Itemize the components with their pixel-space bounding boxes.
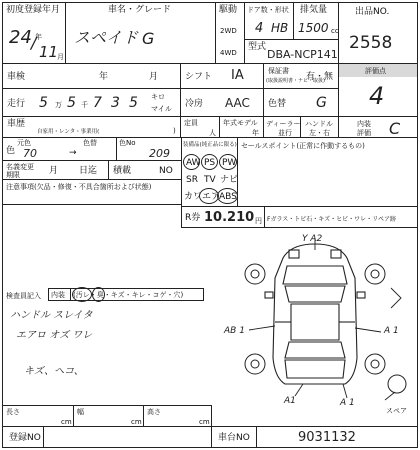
car-name-label: 車名・グレード: [108, 5, 172, 15]
warranty-yes-no[interactable]: 有・無: [306, 72, 334, 82]
shift-cell: [180, 63, 264, 89]
car-name-cell: [65, 2, 216, 64]
history-cell: [2, 116, 181, 138]
car-outline: [265, 244, 365, 384]
mileage-digit-1: 5: [39, 95, 48, 111]
headlamp-left: [289, 250, 299, 258]
sales-point-box: [237, 137, 418, 207]
drive-4wd[interactable]: 4WD: [220, 49, 237, 57]
warranty-sub: (取扱説明書・ナビ・取扱): [266, 78, 325, 84]
height-unit: cm: [199, 418, 210, 426]
circle-ps: [201, 154, 218, 170]
seats-label: 定員: [184, 119, 198, 127]
dealer-label: ディーラー: [266, 120, 301, 128]
equip-leather[interactable]: カワ: [184, 192, 203, 202]
warranty-cell: [263, 63, 339, 89]
reg-no-sep: [43, 427, 44, 448]
handle-cell: [300, 116, 339, 138]
mileage-sep-2: 千: [81, 101, 88, 109]
circle-dirty: [72, 287, 92, 302]
displacement-cell: [293, 2, 339, 40]
mileage-digit-2: 5: [67, 95, 76, 111]
dealer-sub: 並行: [278, 129, 292, 137]
equip-tv[interactable]: TV: [204, 175, 216, 185]
mileage-unit-km: キロ: [151, 93, 165, 101]
chassis-no-cell: [211, 426, 418, 448]
handle-label: ハンドル: [305, 120, 333, 128]
interior-sub: 評価: [357, 129, 371, 137]
dimensions-sep-1: [73, 406, 74, 427]
score-value: 4: [369, 82, 385, 110]
circle-abs: [217, 188, 238, 204]
color-divider: [116, 138, 117, 161]
mileage-label: 走行: [7, 99, 26, 109]
mileage-sep-1: 万: [55, 101, 62, 109]
circle-odor: [92, 287, 105, 302]
model-year-cell: [219, 116, 264, 138]
color-no-label: 色No: [119, 139, 136, 147]
mileage-digit-3: 7: [93, 95, 102, 111]
history-label: 車歴: [7, 119, 26, 129]
color-arrow: →: [69, 148, 77, 158]
mileage-digit-4: 3: [111, 95, 120, 111]
warranty-label: 保証書: [268, 67, 289, 75]
displacement-value: 1500: [298, 21, 329, 35]
car-roof: [291, 304, 339, 340]
model-label: 型式: [248, 42, 267, 52]
shift-label: シフト: [185, 72, 213, 82]
dimensions-sep-2: [143, 406, 144, 427]
drive-cell: [215, 2, 245, 64]
damage-tag-left: AB 1: [224, 326, 245, 336]
displacement-label: 排気量: [300, 5, 328, 15]
exhibit-no-cell: [338, 2, 418, 64]
equip-pw[interactable]: PW: [222, 158, 237, 168]
equip-ps[interactable]: PS: [204, 158, 216, 168]
shaken-year-unit: 年: [99, 72, 109, 82]
shaken-cell: [2, 63, 181, 89]
first-reg-year: 24: [9, 27, 32, 48]
reg-no-label: 登録NO: [9, 433, 41, 443]
ac-label: 冷房: [185, 99, 204, 109]
dealer-cell: [263, 116, 301, 138]
car-rear-window: [285, 342, 345, 358]
car-damage-diagram: [215, 228, 415, 406]
equip-sr[interactable]: SR: [186, 175, 198, 185]
equipment-title: 装備品(純正品に限る): [183, 142, 237, 148]
exhibit-no-value: 2558: [349, 33, 393, 53]
name-change-divider: [108, 161, 109, 180]
glass-cell: [264, 206, 418, 228]
shift-value: IA: [231, 68, 244, 83]
car-windshield: [285, 286, 345, 302]
loading-label: 積載: [113, 166, 132, 176]
score-label: 評価点: [365, 67, 386, 75]
recycle-value: 10.210: [204, 210, 255, 225]
spare-marker: [385, 392, 395, 400]
recycle-cell: [181, 206, 265, 228]
circle-aw: [183, 154, 200, 170]
damage-tag-bottom-right: A 1: [340, 398, 355, 408]
history-close: ): [173, 127, 176, 135]
chassis-no-sep: [256, 427, 257, 448]
model-year-label: 年式モデル: [223, 119, 258, 127]
first-reg-slash: /: [31, 33, 37, 52]
name-change-day: 日迄: [79, 166, 98, 176]
color-change-label: 色替: [268, 99, 287, 109]
inspector-note-2: エアロ オズ ワレ: [16, 330, 93, 341]
color-current-label: 色替: [83, 139, 97, 147]
inspector-options-list[interactable]: (汚レ・臭・キズ・キレ・コゲ・穴): [73, 291, 184, 299]
inspector-options-sep: [70, 289, 71, 301]
color-change-value: G: [316, 95, 327, 111]
handle-value[interactable]: 左・右: [309, 129, 330, 137]
color-row: [2, 137, 182, 161]
wheel-fl: [245, 264, 265, 284]
first-reg-label: 初度登録年月: [6, 5, 61, 15]
glass-label: Fガラス・トビ石・キズ・ヒビ・ワレ・リペア跡: [267, 216, 397, 223]
first-reg-unit-year: 年: [35, 33, 42, 41]
doors-cell: [244, 2, 294, 40]
history-options[interactable]: 自家用・レンタ・事業用(: [37, 129, 100, 135]
first-reg-month: 11: [39, 43, 59, 61]
mirror-left: [265, 292, 273, 298]
first-reg-unit-month: 月: [57, 53, 64, 61]
caution-box: [2, 179, 182, 205]
seats-cell: [180, 116, 220, 138]
inspector-label: 検査員記入: [6, 292, 41, 300]
color-original-label: 元色: [17, 139, 31, 147]
wheels: [245, 264, 406, 393]
mileage-digit-5: 5: [129, 95, 138, 111]
recycle-yen: 円: [255, 217, 262, 225]
interior-value: C: [389, 119, 401, 138]
circle-pw: [219, 154, 237, 170]
dimensions-row: [2, 405, 212, 427]
circle-airbag: [199, 188, 219, 204]
doors-label: ドア数・形状: [247, 6, 289, 14]
ac-cell: [180, 88, 264, 117]
interior-cell: [338, 116, 418, 138]
loading-unit: NO: [159, 166, 173, 176]
color-no-value: 209: [149, 147, 170, 160]
reg-no-cell: [2, 426, 212, 448]
name-change-month: 月: [49, 166, 59, 176]
first-reg-cell: [2, 2, 66, 64]
width-label: 幅: [77, 408, 84, 416]
ac-value: AAC: [225, 96, 250, 110]
length-label: 長さ: [6, 408, 20, 416]
damage-tag-bottom-left: A1: [284, 396, 296, 406]
drive-label: 駆動: [219, 5, 238, 15]
name-change-row: [2, 160, 182, 180]
mileage-unit-mile: マイル: [151, 105, 172, 113]
chassis-no-value: 9031132: [298, 430, 356, 445]
damage-tag-right: A 1: [384, 326, 399, 336]
shaken-month-unit: 月: [149, 72, 159, 82]
wheel-spare: [388, 375, 406, 393]
doors-value: 4: [255, 21, 264, 36]
caution-label: 注意事項(欠品・修復・不具合箇所および状態): [6, 183, 152, 191]
wheel-rr: [365, 354, 385, 374]
exhibit-no-label: 出品NO.: [355, 7, 390, 17]
inspector-note-1: ハンドル スレイタ: [10, 310, 93, 321]
shaken-label: 車検: [7, 72, 26, 82]
headlamp-right: [331, 250, 341, 258]
model-value: DBA-NCP141: [267, 48, 338, 61]
damage-tag-top: Y A2: [302, 234, 323, 244]
car-trunk: [285, 360, 345, 378]
sales-point-label: セールスポイント(正常に作動するもの): [241, 142, 365, 150]
width-unit: cm: [131, 418, 142, 426]
inspector-note-3: キズ、ヘコ、: [24, 366, 84, 377]
model-cell: [244, 39, 339, 64]
car-hood: [283, 266, 347, 284]
equip-abs[interactable]: ABS: [219, 192, 237, 202]
recycle-label: R券: [185, 213, 201, 223]
chassis-no-label: 車台NO: [218, 433, 250, 443]
score-cell: [338, 63, 418, 117]
wheel-rl: [245, 354, 265, 374]
inspector-options-label: 内装: [51, 291, 65, 299]
color-label: 色: [6, 146, 16, 156]
mileage-cell: [2, 88, 181, 117]
equip-airbag[interactable]: エア: [202, 192, 221, 202]
length-unit: cm: [61, 418, 72, 426]
seats-unit: 人: [209, 129, 216, 137]
wheel-fr: [365, 264, 385, 284]
color-change-cell: [263, 88, 339, 117]
cc-unit: cc: [331, 27, 339, 35]
car-name-value: スペイド: [74, 28, 139, 47]
grade-value: G: [142, 29, 155, 48]
mirror-right: [357, 292, 365, 298]
interior-label: 内装: [357, 120, 371, 128]
equipment-box: [181, 137, 238, 207]
drive-2wd[interactable]: 2WD: [220, 27, 237, 35]
model-year-unit: 年: [252, 129, 259, 137]
color-original-code: 70: [23, 147, 37, 160]
body-shape-value: HB: [271, 21, 289, 35]
equip-aw[interactable]: AW: [186, 158, 201, 168]
spare-label: スペア: [386, 407, 407, 415]
equip-navi[interactable]: ナビ: [220, 175, 239, 185]
name-change-label: 名義変更期限: [6, 163, 34, 179]
height-label: 高さ: [147, 408, 161, 416]
